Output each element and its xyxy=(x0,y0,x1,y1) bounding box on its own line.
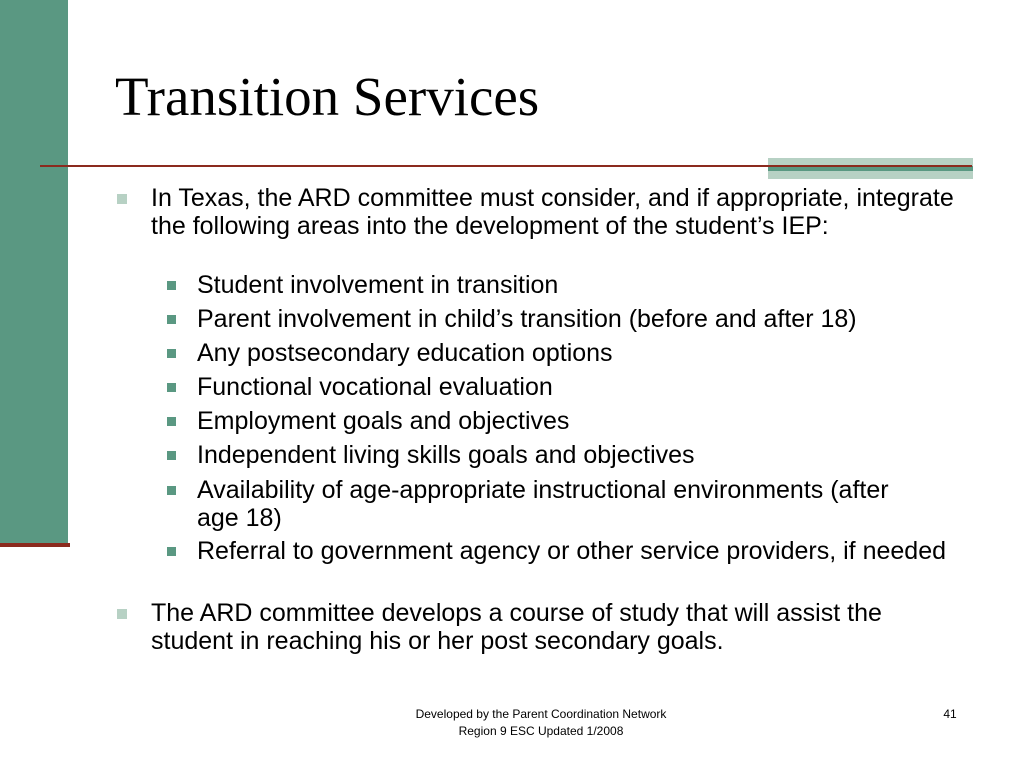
sub-bullet-text: Student involvement in transition xyxy=(197,271,559,299)
sub-bullet-marker-icon xyxy=(167,349,176,358)
sub-bullet-text: Functional vocational evaluation xyxy=(197,373,553,401)
footer-line: Developed by the Parent Coordination Network xyxy=(415,707,667,721)
sub-bullet-item xyxy=(197,271,977,299)
sub-bullet-item xyxy=(197,373,977,401)
sub-bullet-text: Availability of age-appropriate instructional environments (after age 18) xyxy=(197,476,889,532)
sub-bullet-text: Independent living skills goals and objectives xyxy=(197,441,695,469)
sub-bullet-item xyxy=(197,339,977,367)
sub-bullet-marker-icon xyxy=(167,486,176,495)
sub-bullet-marker-icon xyxy=(167,315,176,324)
bullet-text: In Texas, the ARD committee must consider, and if appropriate, integrate the following areas into the development of the student’s IEP: xyxy=(151,184,954,240)
sub-bullet-text: Referral to government agency or other service providers, if needed xyxy=(197,537,946,565)
bullet-item xyxy=(151,599,961,655)
page-number: 41 xyxy=(943,707,957,721)
sub-bullet-text: Any postsecondary education options xyxy=(197,339,613,367)
bullet-text: The ARD committee develops a course of study that will assist the student in reaching his or her post secondary goals. xyxy=(151,599,882,655)
sub-bullet-item xyxy=(197,441,977,469)
sub-bullet-marker-icon xyxy=(167,383,176,392)
slide-footer xyxy=(348,706,734,740)
sub-bullet-item xyxy=(197,305,977,333)
sub-bullet-marker-icon xyxy=(167,281,176,290)
sub-bullet-item xyxy=(197,407,977,435)
bullet-marker-icon xyxy=(117,609,127,619)
sub-bullet-marker-icon xyxy=(167,451,176,460)
sub-bullet-item xyxy=(197,537,957,565)
footer-line: Region 9 ESC Updated 1/2008 xyxy=(458,724,624,738)
sub-bullet-text: Parent involvement in child’s transition (before and after 18) xyxy=(197,305,857,333)
bullet-marker-icon xyxy=(117,194,127,204)
sub-bullet-marker-icon xyxy=(167,417,176,426)
sub-bullet-marker-icon xyxy=(167,547,176,556)
sub-bullet-item xyxy=(197,476,932,532)
bullet-item xyxy=(151,184,971,240)
sub-bullet-text: Employment goals and objectives xyxy=(197,407,570,435)
slide-title: Transition Services xyxy=(115,66,540,127)
